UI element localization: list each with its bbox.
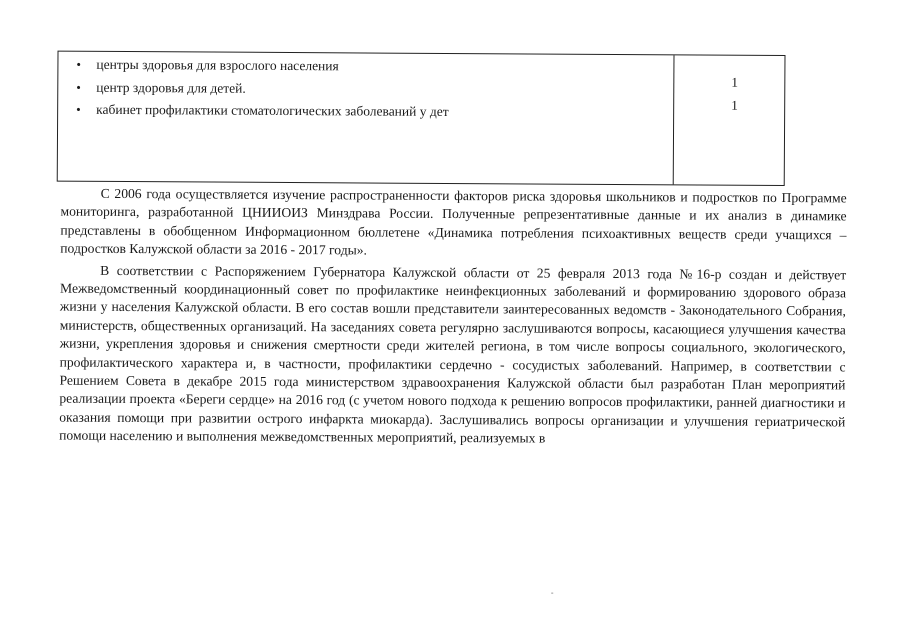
list-item bbox=[66, 58, 449, 74]
paragraph-monitoring: С 2006 года осуществляется изучение распространенности факторов риска здоровья школьников и подростков по Программе мониторинга, разработанной ЦНИИОИЗ Минздрава России. Полученные репрезентативные данные и их анализ в динамике представлены в обобщенном Информационном бюллетене «Динамика потребления психоактивных веществ среди учащихся – подростков Калужской области за 2016 - 2017 годы». bbox=[60, 185, 847, 258]
list-item bbox=[66, 103, 449, 119]
body-text bbox=[59, 185, 847, 453]
facility-count: 1 bbox=[731, 97, 738, 113]
table-fragment bbox=[57, 51, 786, 186]
scan-speck bbox=[551, 593, 553, 594]
facility-list bbox=[66, 58, 449, 128]
facility-count: 1 bbox=[731, 74, 739, 90]
column-divider bbox=[673, 55, 675, 184]
bullet-icon: • bbox=[76, 79, 81, 95]
facility-values bbox=[731, 76, 738, 122]
list-item bbox=[66, 80, 449, 96]
bullet-icon: • bbox=[76, 56, 82, 72]
paragraph-council: В соответствии с Распоряжением Губернатора Калужской области от 25 февраля 2013 года №16-р создан и действует Межведомственный координационный совет по профилактике неинфекционных заболеваний и формированию здорового образа жизни у населения Калужской области. В его состав вошли представители заинтересованных ведомств - Законодательного Собрания, министерств, общественных организаций. На заседаниях совета регулярно заслушиваются вопросы, касающиеся улучшения качества жизни, укрепления здоровья и снижения смертности среди жителей региона, в том числе вопросы социального, экологического, профилактического характера и, в частности, профилактики сердечно - сосудистых заболеваний. Например, в соответствии с Решением Совета в декабре 2015 года министерством здравоохранения Калужской области был разработан План мероприятий реализации проекта «Береги сердце» на 2016 год (с учетом нового подхода к решению вопросов профилактики, ранней диагностики и оказания помощи при развитии острого инфаркта миокарда). Заслушивались вопросы организации и улучшения гериатрической помощи населению и выполнения межведомственных мероприятий, реализуемых в bbox=[59, 262, 847, 446]
facility-label: кабинет профилактики стоматологических заболеваний у дет bbox=[96, 101, 449, 119]
bullet-icon: • bbox=[76, 101, 81, 117]
facility-label: центры здоровья для взрослого населения bbox=[96, 56, 339, 74]
facility-label: центр здоровья для детей. bbox=[96, 79, 246, 96]
